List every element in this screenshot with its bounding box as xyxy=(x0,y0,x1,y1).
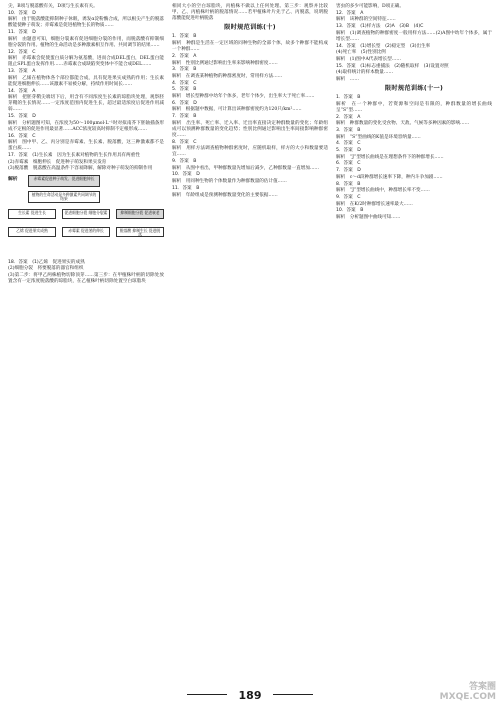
analysis-text: 解析 在调查某种植物的种群密度时，常用样方法…… xyxy=(172,73,283,79)
answer-line: 8．答案 C xyxy=(172,139,197,145)
analysis-text: 解析 c～d段种群增长速率下降，种内斗争加剧…… xyxy=(336,174,443,180)
answer-line: 5．答案 B xyxy=(172,87,197,93)
text-line: (3)第二步：将甲乙两株植物切除顶芽……第三步：在甲植株叶柄的切除处放置含有一定浓度脱落酸的琼脂块，在乙植株叶柄切除处置空白琼脂块 xyxy=(8,272,164,284)
answer-line: 12．答案 C xyxy=(8,49,36,55)
text-line: (3)脱落酸 脱落酸在高温条件下容易降解，解除对种子萌发的抑制作用 xyxy=(8,166,153,172)
answer-line: 11．答案 B xyxy=(172,185,200,191)
column-2 xyxy=(172,4,328,199)
analysis-text: 解析 种群是生活在一定区域的同种生物的全部个体，故多个种群不能构成一个种群…… xyxy=(172,41,328,53)
text-line: (2)细胞分裂 将要脱落的器官和组织 xyxy=(8,266,84,272)
analysis-text: 解析 增长型种群中幼年个体多，老年个体少，出生率大于死亡率…… xyxy=(172,93,315,99)
answer-line: 9．答案 C xyxy=(336,194,361,200)
answer-line: 18．答案 (1)乙烯 促进果实的成熟 xyxy=(8,259,85,265)
text-line: 害虫的多少可能影响，D项正确。 xyxy=(336,4,404,9)
analysis-text: 解析 由题意可知，细胞分裂素有促进细胞分裂的作用，而脱落酸有抑制细胞分裂的作用。植物的生命活动是多种激素相互作用、共同调节的结果…… xyxy=(8,36,164,48)
column-1 xyxy=(8,4,164,286)
answer-line: 3．答案 B xyxy=(336,128,361,133)
answer-line: 14．答案 (1)增长型 (2)稳定型 (3)出生率 xyxy=(336,43,431,49)
watermark-line-2: MXQE.COM xyxy=(439,692,496,702)
analysis-text: 解析 把胚芽鞘尖端切下后，用含有不同浓度生长素的琼脂块处理，观察胚芽鞘的生长情况……一定浓度范围内促进生长，超过最适浓度后促进作用减弱…… xyxy=(8,95,164,113)
analysis-text: 解析 该种群的空间特征…… xyxy=(336,17,396,23)
answer-line: 14．答案 A xyxy=(8,88,36,94)
analysis-text: 解析 分析题图中曲线可知…… xyxy=(336,214,401,220)
diagram-box: 脱落酸 抑制生长 促进脱落 xyxy=(116,227,164,237)
answer-line: 4．答案 C xyxy=(172,80,197,86)
analysis-text: 解析 赤霉素会促使蛋白质分解为氨基酸，进而合成DEL蛋白，DEL蛋白能阻止SPL蛋白发挥作用……赤霉素合成缺陷突变体中不能合成DEL…… xyxy=(8,56,164,68)
text-line: (4)取样统计的样本数量…… xyxy=(336,70,394,76)
page-number: 189 xyxy=(238,689,262,702)
analysis-text: 解析 …… xyxy=(336,76,359,82)
answer-line: 3．答案 B xyxy=(172,67,197,73)
hormone-diagram xyxy=(8,175,164,257)
answer-line: 13．答案 A xyxy=(8,69,36,75)
diagram-box: 赤霉素 促进茎的伸长 xyxy=(62,227,110,237)
footer-rule-left xyxy=(187,694,227,695)
answer-line: 8．答案 B xyxy=(336,181,361,187)
diagram-box: 抑制细胞分裂 促进衰老 xyxy=(116,209,164,219)
analysis-text: 解析 根据题中数据，可计算出该种群密度约为120只/km²…… xyxy=(172,107,302,113)
answer-line: 10．答案 D xyxy=(172,172,200,178)
analysis-text: 解析 “J”型增长曲线是在理想条件下的种群增长…… xyxy=(336,154,444,160)
answer-line: 6．答案 C xyxy=(336,161,361,167)
answer-line: 15．答案 D xyxy=(8,114,36,120)
analysis-text: 解析 “J”型增长曲线中，种群增长率不变…… xyxy=(336,188,430,194)
section-heading: 限时规范训练(十一) xyxy=(384,85,444,93)
analysis-text: 解析 由于脱落酸能抑制种子休眠，诱发α淀粉酶合成，所以根尖产生的脱落酸能使种子萌发；赤霉素是促进植物生长的物质…… xyxy=(8,17,164,29)
answer-line: 13．答案 (1)样方法 (2)A (3)B (4)C xyxy=(336,24,424,30)
watermark-line-1: 答案圈 xyxy=(468,682,496,692)
section-heading: 限时规范训练(十) xyxy=(224,24,276,32)
answer-line: 9．答案 B xyxy=(172,159,197,165)
answer-line: 17．答案 (1)生长素 因为生长素对植物的生长作用具有两重性 xyxy=(8,153,140,159)
footer-rule-right xyxy=(273,694,313,695)
column-3 xyxy=(336,4,492,222)
analysis-text: 解析 在一个种群中，若资源和空间是有限的，种群数量的增长曲线呈“S”型…… xyxy=(336,101,492,113)
answer-line: 4．答案 C xyxy=(336,141,361,147)
analysis-text: 解析 在K/2时种群增长速率最大…… xyxy=(336,201,413,207)
analysis-text: 解析 (1)调查植物的种群密度一般用样方法……(2)A图中幼年个体多，属于增长型…… xyxy=(336,30,492,42)
analysis-text: 解析 “S”型曲线的K值是环境容纳量…… xyxy=(336,134,421,140)
analysis-text: 解析 (1)图中A代表增长型…… xyxy=(336,56,401,62)
analysis-text: 解析 年龄组成是预测种群数量变化的主要依据…… xyxy=(172,192,278,198)
answer-line: 7．答案 D xyxy=(336,168,361,174)
page-footer xyxy=(0,684,500,703)
analysis-text: 解析 从图中看出，甲种群数量先增加后减少，乙种群数量一直增加…… xyxy=(172,165,320,171)
diagram-box: 乙烯 促进果实成熟 xyxy=(8,227,56,237)
text-line: 尖，B项与脱落酸有关，D项与生长素有关。 xyxy=(8,4,98,9)
answer-line: 7．答案 B xyxy=(172,114,197,120)
answer-line: 1．答案 B xyxy=(336,95,361,101)
diagram-box: 赤霉素促进种子萌发、促进细胞伸长 xyxy=(28,175,100,187)
analysis-text: 解析 图中甲、乙、丙分别是赤霉素、生长素、脱落酸，这三种激素都不是蛋白质…… xyxy=(8,140,164,152)
text-line: (2)赤霉素 细胞伸长 促进种子萌发和果实发育 xyxy=(8,159,107,165)
diagram-label: 解析 xyxy=(8,176,18,182)
analysis-text: 解析 分析题图可知，在浓度为50～100μmol·L⁻¹时对拟南芥下胚轴插条形成不定根的促进作用最显著……ACC浓度较高时抑制不定根形成…… xyxy=(8,120,164,132)
answer-line: 2．答案 A xyxy=(172,53,197,59)
diagram-box: 生长素 促进生长 xyxy=(8,209,56,219)
text-line: (4)死亡率 (5)性别比例 xyxy=(336,50,386,56)
answer-line: 2．答案 A xyxy=(336,114,361,120)
diagram-box: 植物的生命活动是多种激素共同调节的结果 xyxy=(28,191,100,203)
analysis-text: 解析 用同种生物的个体数量作为种群数量的估计值…… xyxy=(172,179,287,185)
answer-line: 10．答案 D xyxy=(8,10,36,16)
diagram-box: 促进细胞分裂 细胞分裂素 xyxy=(62,209,110,219)
answer-line: 12．答案 A xyxy=(336,10,364,16)
answer-line: 5．答案 D xyxy=(336,148,361,154)
watermark xyxy=(440,682,496,702)
answer-line: 10．答案 B xyxy=(336,208,364,214)
answer-line: 6．答案 D xyxy=(172,100,197,106)
text-line: 相同大小的空白琼脂块，丙植株不做以上任何处理。第三步：观察并比较甲、乙、丙植株叶柄的脱落情况……若甲植株叶片先于乙、丙脱落，说明脱落酸能促进叶柄脱落 xyxy=(172,4,328,22)
analysis-text: 解析 性别比例通过影响出生率来影响种群密度…… xyxy=(172,60,278,66)
answer-line: 1．答案 B xyxy=(172,34,197,40)
answer-line: 16．答案 C xyxy=(8,133,36,139)
analysis-text: 解析 乙烯在植物体各个部位都能合成，具有促进果实成熟的作用；生长素能促进细胞伸长……该激素不易被分解，持续作用时间长…… xyxy=(8,75,164,87)
analysis-text: 解析 种群数量的变化受食物、天敌、气候等多种因素的影响…… xyxy=(336,121,470,127)
analysis-text: 解析 出生率、死亡率、迁入率、迁出率直接决定种群数量的变化；年龄组成可以预测种群数量的变化趋势；性别比例通过影响出生率间接影响种群密度…… xyxy=(172,120,328,138)
answer-line: 15．答案 (1)标志重捕法 (2)随机取样 (3)设置对照 xyxy=(336,63,449,69)
answer-line: 11．答案 D xyxy=(8,30,36,36)
analysis-text: 解析 用样方法调查植物种群密度时，应随机取样，样方的大小和数量要适宜…… xyxy=(172,146,328,158)
